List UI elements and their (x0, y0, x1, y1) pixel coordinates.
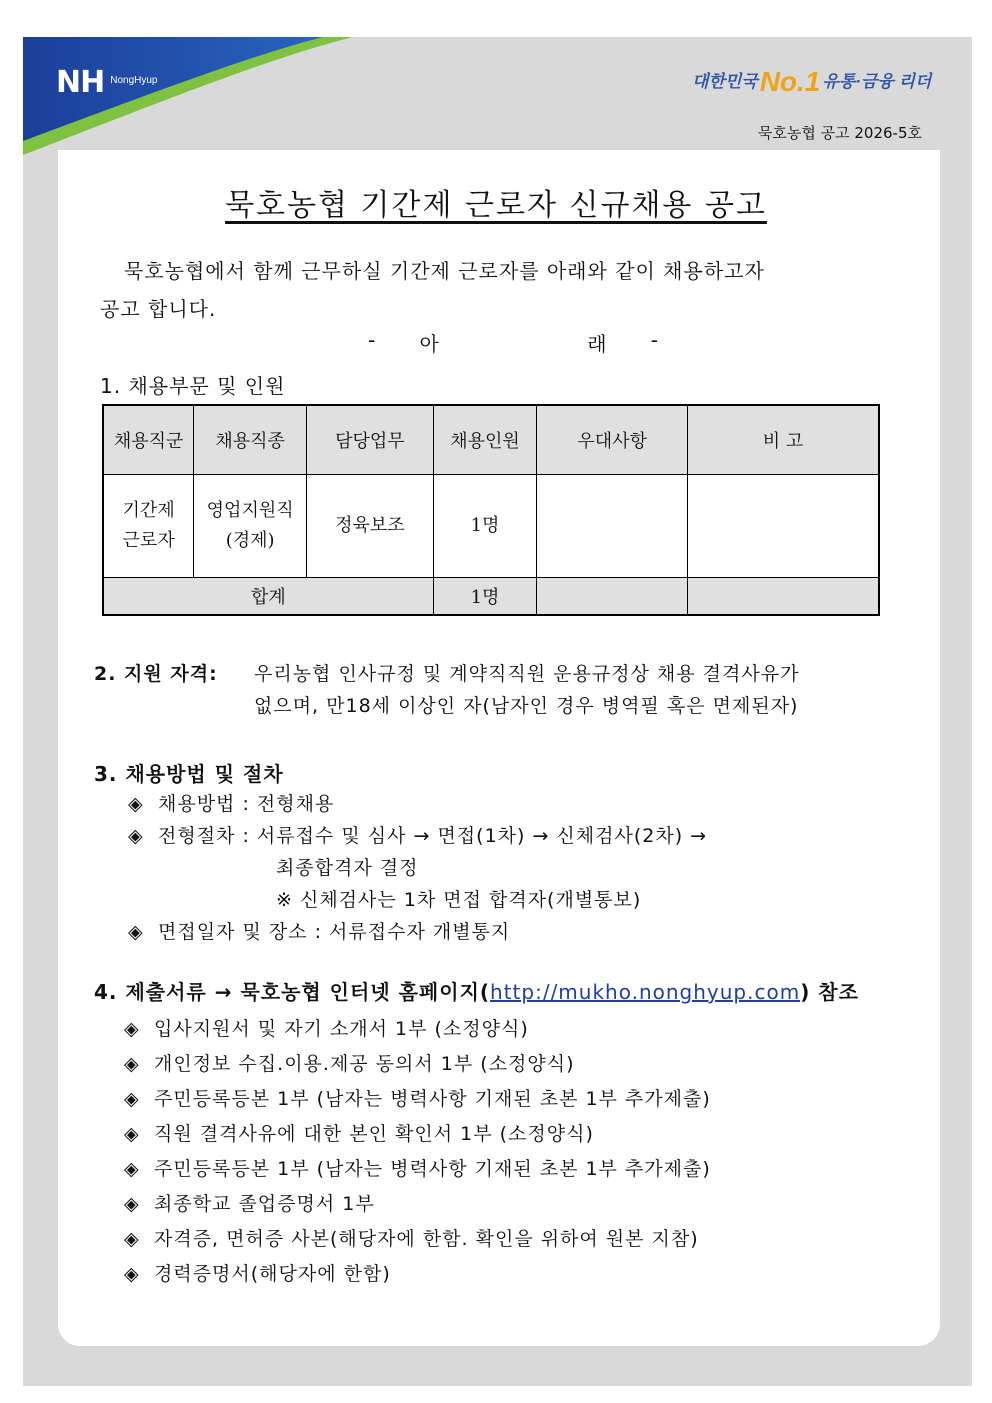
document-item: 최종학교 졸업증명서 1부 (154, 1193, 375, 1215)
list-item (128, 884, 707, 916)
cell-preference (537, 475, 688, 578)
section4-list (124, 1012, 711, 1292)
diamond-bullet-icon: ◈ (128, 825, 144, 847)
list-item (124, 1012, 711, 1047)
diamond-bullet-icon: ◈ (124, 1088, 140, 1110)
list-item (128, 820, 707, 852)
process-text: 전형절차 : 서류접수 및 심사 → 면접(1차) → 신체검사(2차) → (158, 825, 708, 847)
job-group-line1: 기간제 (122, 500, 175, 521)
cell-count: 1명 (433, 475, 537, 578)
list-item (124, 1257, 711, 1292)
cell-note (688, 475, 880, 578)
arae-dash-right: - (650, 328, 658, 352)
logo-subtext: NongHyup (110, 75, 158, 86)
list-item (128, 916, 707, 948)
homepage-link[interactable]: http://mukho.nonghyup.com (490, 980, 801, 1004)
document-title-wrap (0, 180, 992, 224)
arae-heading (368, 328, 658, 357)
sum-count: 1명 (433, 578, 537, 616)
diamond-bullet-icon: ◈ (124, 1053, 140, 1075)
list-item (124, 1117, 711, 1152)
slogan-left: 대한민국 (692, 72, 758, 91)
table-header-cell: 채용직군 (103, 405, 194, 475)
diamond-bullet-icon: ◈ (128, 921, 144, 943)
section2-label: 2. 지원 자격: (94, 663, 218, 685)
job-type-line2: (경제) (225, 530, 275, 551)
list-item (124, 1082, 711, 1117)
document-item: 경력증명서(해당자에 한함) (154, 1263, 391, 1285)
table-header-cell: 채용직종 (194, 405, 307, 475)
document-item: 직원 결격사유에 대한 본인 확인서 1부 (소정양식) (154, 1123, 594, 1145)
list-item (124, 1047, 711, 1082)
section4-title (94, 976, 859, 1005)
list-item (124, 1222, 711, 1257)
section2-line1: 우리농협 인사규정 및 계약직직원 운용규정상 채용 결격사유가 (254, 663, 800, 685)
recruit-table (102, 404, 880, 616)
document-item: 입사지원서 및 자기 소개서 1부 (소정양식) (154, 1018, 529, 1040)
arae-rae: 래 (587, 332, 607, 356)
method-text: 채용방법 : 전형채용 (158, 793, 335, 815)
intro-line-2: 공고 합니다. (100, 297, 217, 321)
document-title: 묵호농협 기간제 근로자 신규채용 공고 (225, 188, 767, 223)
diamond-bullet-icon: ◈ (124, 1018, 140, 1040)
diamond-bullet-icon: ◈ (124, 1123, 140, 1145)
section2 (94, 658, 894, 722)
table-header-cell: 담당업무 (307, 405, 434, 475)
table-sum-row (103, 578, 879, 616)
table-row (103, 475, 879, 578)
table-header-row (103, 405, 879, 475)
list-item (124, 1187, 711, 1222)
section4-title-post: ) 참조 (800, 980, 859, 1004)
cell-duty: 정육보조 (307, 475, 434, 578)
slogan-right: 유통·금융 리더 (822, 72, 932, 91)
section3-list (128, 788, 707, 948)
job-group-line2: 근로자 (122, 530, 175, 551)
cell-job-group (103, 475, 194, 578)
table-header-cell: 우대사항 (537, 405, 688, 475)
arae-dash-left: - (368, 328, 376, 352)
process-text-2: 최종합격자 결정 (276, 857, 419, 879)
document-item: 자격증, 면허증 사본(해당자에 한함. 확인을 위하여 원본 지참) (154, 1228, 699, 1250)
section3-title: 3. 채용방법 및 절차 (94, 762, 284, 786)
section4-title-pre: 4. 제출서류 → 묵호농협 인터넷 홈페이지( (94, 980, 491, 1004)
document-item: 개인정보 수집.이용.제공 동의서 1부 (소정양식) (154, 1053, 575, 1075)
job-type-line1: 영업지원직 (206, 500, 294, 521)
section1-title: 1. 채용부문 및 인원 (100, 374, 286, 398)
list-item (128, 852, 707, 884)
table-header-cell: 채용인원 (433, 405, 537, 475)
diamond-bullet-icon: ◈ (124, 1263, 140, 1285)
table-header-cell: 비 고 (688, 405, 880, 475)
logo-text: NH (56, 65, 105, 100)
interview-text: 면접일자 및 장소 : 서류접수자 개별통지 (158, 921, 511, 943)
cell-job-type (194, 475, 307, 578)
sum-label: 합계 (103, 578, 433, 616)
list-item (124, 1152, 711, 1187)
arae-a: 아 (419, 332, 439, 356)
intro-line-1: 묵호농협에서 함께 근무하실 기간제 근로자를 아래와 같이 채용하고자 (124, 259, 765, 283)
diamond-bullet-icon: ◈ (124, 1193, 140, 1215)
notice-number: 묵호농협 공고 2026-5호 (757, 124, 922, 142)
diamond-bullet-icon: ◈ (124, 1228, 140, 1250)
document-item: 주민등록등본 1부 (남자는 병력사항 기재된 초본 1부 추가제출) (154, 1088, 711, 1110)
slogan (692, 56, 942, 96)
slogan-no1: No.1 (759, 66, 821, 97)
intro-paragraph (100, 252, 890, 328)
list-item (128, 788, 707, 820)
process-note: ※ 신체검사는 1차 면접 합격자(개별통보) (276, 889, 642, 911)
section2-line2: 없으며, 만18세 이상인 자(남자인 경우 병역필 혹은 면제된자) (254, 695, 799, 717)
sum-blank-note (688, 578, 880, 616)
diamond-bullet-icon: ◈ (128, 793, 144, 815)
sum-blank-pref (537, 578, 688, 616)
document-item: 주민등록등본 1부 (남자는 병력사항 기재된 초본 1부 추가제출) (154, 1158, 711, 1180)
diamond-bullet-icon: ◈ (124, 1158, 140, 1180)
nh-logo (56, 64, 157, 98)
